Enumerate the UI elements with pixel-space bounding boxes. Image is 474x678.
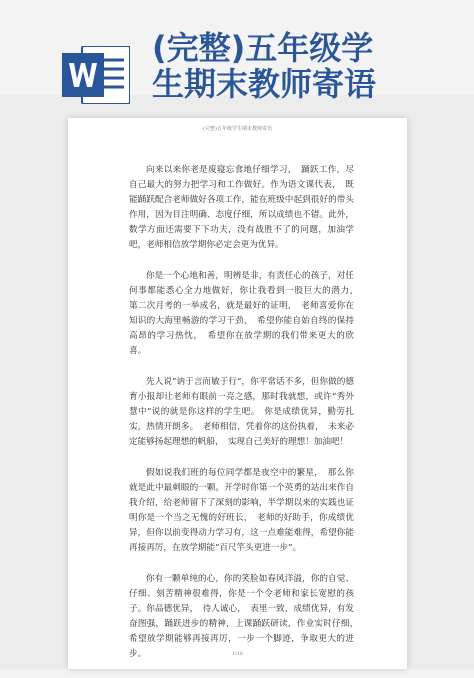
paragraph: 你是一个心地和善，明辨是非，有责任心的孩子，对任何事都能悉心全力地做好，你让我看到一股巨大的潜力， 第二次月考的一举成名，就是最好的证明， 老师喜爱你在知识的大海里畅游的学习干劲， 希望你能自始自终的保持高昂的学习热忱， 希望你在放学期的我们带来更大的欣喜。 <box>129 271 363 356</box>
paragraph: 先人说“讷于言而敏于行”，你平常话不多，但你做的德育小报却让老师有眼前一亮之感，那时我就想，或许“秀外慧中”说的就是你这样的学生吧。 你是成绩优异，勤劳扎实，热情开朗多。 老师相信，凭着你的这份执着， 未来必定能够扬起理想的帆船， 实现自己美好的理想！加油吧！ <box>129 377 354 447</box>
paragraph: 你有一颗单纯的心，你的笑脸如春风洋溢，你的自觉、仔细、刻苦精神很难得，你是一个令老师和家长宽慰的孩子。你品德优异， 待人诚心， 表里一致，成绩优异，有发奋图强，踊跃进步的精神，上课踊跃研读，作业实时仔细， 希望放学期能够再接再厉，一步一个脚迹，争取更大的进步。 <box>129 574 363 659</box>
paragraph: 向来以来你老是废寝忘食地仔细学习， 踊跃工作，尽自己最大的努力把学习和工作做好。作为语文课代表， 既能踊跃配合老师做好各项工作，能在班级中起到很好的带头作用，因为目注明确、态度仔细，所以成绩也不错。此外，数学方面还需要下下功夫，没有战胜不了的问题，加油学吧，老师相信放学期你必定会更为优异。 <box>129 165 354 250</box>
paragraph: 假如说我们班的每位同学都是夜空中的繁星， 那么你就是此中最刺眼的一颗。开学时你第一个英勇的站出来作自我介绍，给老师留下了深刻的影响，半学期以来的实践也证明你是一个当之无愧的好班长， 老师的好助手，你成绩优异，但你以前变得动力学习有，这一点难能难得，希望你能再接再厉，在放学期能“百尺竿头更进一步”。 <box>129 468 354 553</box>
title-line-2: 生期末教师寄语 <box>152 65 377 103</box>
title-line-1: (完整)五年级学 <box>152 29 374 67</box>
document-body <box>129 163 363 678</box>
page-number: 1/16 <box>231 651 244 657</box>
document-page <box>68 118 407 669</box>
page-title <box>152 30 472 102</box>
word-document-icon <box>62 46 130 104</box>
running-head: (完整)五年级学生期末教师寄语 <box>203 126 272 132</box>
document-header <box>0 0 474 120</box>
